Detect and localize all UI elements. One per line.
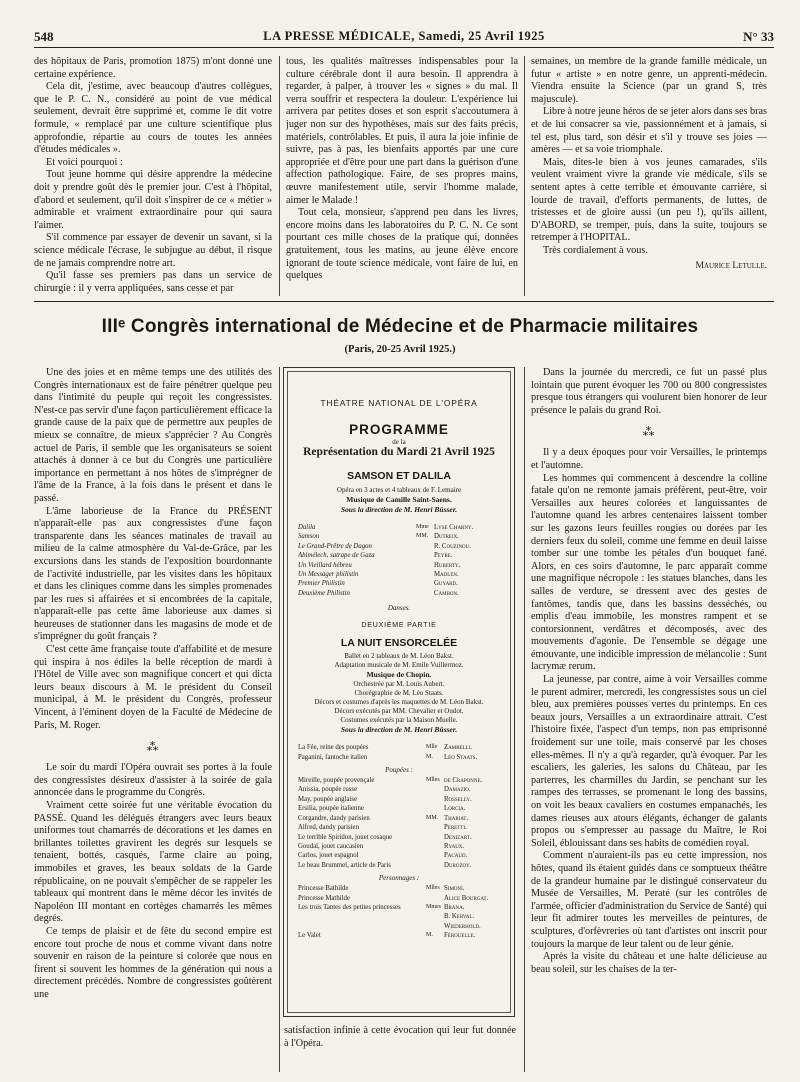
- cast-role: Alfred, dandy parisien: [298, 824, 359, 832]
- article-column-1: [34, 367, 272, 1072]
- article-title: IIIᵉ Congrès international de Médecine et de Pharmacie militaires: [101, 316, 699, 337]
- column-rule: [279, 367, 280, 1072]
- cast-role: Le Valet: [298, 932, 321, 940]
- cast-role: Paganini, fantoche italien: [298, 753, 368, 761]
- cast-title: [416, 561, 434, 570]
- cast-role: Deuxième Philistin: [298, 589, 350, 597]
- cast-row: [298, 851, 500, 860]
- paragraph: Qu'il fasse ses premiers pas dans un service de chirurgie : il y verra appliquées, sans cesse et par: [34, 270, 272, 294]
- cast-title: MM.: [416, 533, 429, 540]
- cast-row: [298, 523, 500, 532]
- paragraph: tous, les qualités maîtresses indispensables pour la culture cérébrale dont il aura besoin. Il apprendra à regarder, à palper, à trouver les « signes » du mal. Il verra souffrir et respectera la douleur. L'expérience lui arrivera par petites doses et son esprit s'accoutumera à juger non sur des hypothèses, mais sur des faits précis, matériels, contrôlables. Et puis, il aura la joie infinie de suivre, pas à pas, les bienfaits apportés par une cure appropriée et d'être pour une part dans la guérison d'une affection pathologique. Faire, de ses propres mains, œuvre manifestement utile, servir l'homme malade, aimer le Malade !: [286, 56, 518, 206]
- letter-signature: Maurice Letulle.: [695, 260, 767, 271]
- second-part-heading: DEUXIÈME PARTIE: [361, 622, 437, 630]
- cast-title: [416, 542, 434, 551]
- cast-list-main: [298, 743, 500, 762]
- cast-role: Mireille, poupée provençale: [298, 777, 375, 785]
- opera-programme: [287, 371, 511, 1013]
- cast-artist: Denizart.: [444, 833, 472, 841]
- cast-row: [298, 532, 500, 541]
- column-rule: [524, 56, 525, 296]
- cast-artist: Huberty.: [434, 561, 461, 569]
- decors-exec-line: Décors exécutés par MM. Chevalier et Oudot.: [334, 707, 464, 716]
- cast-title: [426, 833, 444, 842]
- section-stars: ⁂: [642, 425, 656, 440]
- paragraph: Les hommes qui commencent à descendre la colline fatale qu'on ne remonte jamais préfèrent, peut-être, voir Versailles aux heures colorées et languissantes de l'automne quand les arbres centenaires laissent tomber sur les gazons leurs feuilles rougies ou dorées par les derniers feux du soleil, comme une femme en deuil laisse tomber sur une tombe les pétales d'un bouquet fané. Alors, en ces soirs d'automne, le parc apparaît comme une magnifique nécropole : les statues blanches, dans les salles de verdure, se dressent avec des gestes de fantômes, tandis que, dans les bassins desséchés, ou emplis d'eau immobile, les monstres rampent et se contorsionnent, verdâtres et décomposés, avec des mouvements d'agonie. De l'ensemble se dégage une émouvante, une indicible impression de mélancolie : Sunt lacrymæ rerum.: [531, 472, 767, 673]
- cast-role: Un Vieillard hébreu: [298, 561, 352, 569]
- cast-role: Princesse Mathilde: [298, 894, 350, 902]
- paragraph: La jeunesse, par contre, aime à voir Versailles comme le purent admirer, mercredi, les congressistes sous un ciel bleu, aux premières pousses vertes du printemps. En ces beaux jours, Versailles a un extraordinaire attrait. C'est l'histoire fixée, l'aspect d'un temps, non pas emprisonné froidement sur une toile, mais conservé par les choses elles-mêmes. Il n'y a qu'à regarder, qu'à évoquer. Par les escaliers, les galeries, les salons du Château, par les parterres, les charmilles du Jardin, se penchant sur les rampes des terrasses, se promenant le long des bassins, on voit les beaux cavaliers en costumes empanachés, les dames rieuses aux atours élégants, échanger de galants propos ou s'empresser au passage du Maître, le Roi Soleil, éblouissant dans ses habits de comédien royal.: [531, 674, 767, 849]
- cast-artist: Thariat.: [444, 814, 469, 822]
- cast-title: [426, 785, 444, 794]
- cast-artist: Guyard.: [434, 580, 458, 588]
- cast-role: Goudal, jouet caucasien: [298, 842, 364, 850]
- cast-title: Mme: [416, 524, 429, 530]
- cast-list-samson: [298, 523, 500, 598]
- cast-role: Ersilia, poupée italienne: [298, 805, 364, 813]
- article-column-3: [531, 367, 767, 1072]
- cast-title: MM.: [426, 814, 439, 821]
- cast-row: [298, 842, 500, 851]
- cast-row: [298, 814, 500, 823]
- paragraph: C'est cette âme française toute d'affabilité et de mesure qui inspira à nos édiles la belle réception de mardi à l'Hôtel de Ville avec son magnifique concert et qui dicta leurs beaux discours à M. le président du Conseil municipal, à M. le président du Congrès, professeur Vincent, à l'éminent doyen de la Faculté de Médecine de Paris, M. Roger.: [34, 644, 272, 731]
- column-rule: [279, 56, 280, 296]
- paragraph: des hôpitaux de Paris, promotion 1875) m'ont donné une certaine expérience.: [34, 56, 272, 80]
- cast-row: [298, 894, 500, 903]
- cast-row: [298, 542, 500, 551]
- cast-title: Mlles: [426, 777, 440, 784]
- cast-role: Le terrible Spiridon, jouet cosaque: [298, 833, 393, 841]
- paragraph: L'âme laborieuse de la France du PRÉSENT n'apparaît-elle pas aux congressistes d'une façon transparente dans les séances matinales de travail au milieu de la calme atmosphère du Val-de-Grâce, par les excursions dans les stands de l'exposition bourdonnante de l'activité industrielle, par les visites dans les hôpitaux et dans les cliniques comme dans les simples promenades par les rues si affairées et si encombrées de la capitale, n'apparaît-elle pas cette âme laborieuse aux dames si heureuses de stationner dans les magasins de mode et de s'imprégner du goût français ?: [34, 505, 272, 643]
- paragraph: Et voici pourquoi :: [46, 156, 123, 168]
- work-title-samson: SAMSON ET DALILA: [347, 470, 451, 482]
- dances-line: Danses.: [387, 604, 411, 613]
- libretto-line: Opéra en 3 actes et 4 tableaux de F. Lemaire: [336, 486, 462, 494]
- cast-role: Anissia, poupée russe: [298, 786, 358, 794]
- cast-title: [426, 922, 444, 931]
- cast-row: [298, 912, 500, 921]
- orchestration-line: Orchestrée par M. Louis Aubert.: [353, 680, 445, 689]
- cast-role: Abimélech, satrape de Gaza: [298, 552, 375, 560]
- cast-row: [298, 785, 500, 794]
- cast-artist: Pacaud.: [444, 852, 468, 860]
- music-line: Musique de Chopin.: [366, 670, 432, 680]
- paragraph: Mais, dites-le bien à vos jeunes camarades, s'ils veulent vraiment vivre la grande vie médicale, s'ils se sentent aptes à cette terrible et émouvante carrière, si lourde de travail, d'efforts permanents, de luttes, de tristesses et de gloire aussi (un peu !), qu'ils aillent, D'ABORD, se tremper, puis, dans la suite, toujours se retremper à l'HOPITAL.: [531, 156, 767, 244]
- cast-title: Mlle: [426, 744, 438, 751]
- section-divider: [34, 301, 774, 302]
- paragraph: Une des joies et en même temps une des utilités des Congrès internationaux est de faire pénétrer quelque peu dans l'intimité du peuple qui reçoit les congressistes. N'est-ce pas servir d'une façon particulièrement efficace la grande cause de la paix que de permettre aux peuples de mieux se connaître, de mieux s'apprécier ? Au Congrès actuel de Paris, il semble que les organisateurs se soient attachés à donner à ce but du Congrès une particulière importance en permettant à nos hôtes de s'imprégner de l'âme de la France, à la fois dans le présent et dans le passé.: [34, 367, 272, 504]
- paragraph: semaines, un membre de la grande famille médicale, un futur « artiste » en notre genre, un apprenti-médecin. Viendra ensuite la Science (par un grand S, très majuscule).: [531, 56, 767, 105]
- cast-role: Un Messager philistin: [298, 571, 359, 579]
- cast-row: [298, 589, 500, 598]
- cast-role: [298, 912, 426, 921]
- paragraph: Cela dit, j'estime, avec beaucoup d'autres collègues, que le P. C. N., considéré au point de vue médical seulement, devrait être supprimé et, comme le dit votre formule, « remplacé par une culture scientifique plus approfondie, répartie au cours de toutes les années d'études médicales ».: [34, 81, 272, 156]
- cast-artist: de Craponne.: [444, 777, 483, 785]
- cast-row: [298, 753, 500, 762]
- article-subtitle: (Paris, 20-25 Avril 1925.): [344, 344, 456, 355]
- cast-artist: Madlen.: [434, 571, 459, 579]
- cast-title: [426, 823, 444, 832]
- direction-line: Sous la direction de M. Henri Büsser.: [340, 505, 458, 514]
- cast-title: [426, 795, 444, 804]
- choreography-line: Chorégraphie de M. Léo Staats.: [354, 689, 444, 698]
- music-line: Musique de Camille Saint-Saens.: [346, 495, 452, 504]
- programme-representation: Représentation du Mardi 21 Avril 1925: [303, 446, 495, 458]
- cast-row: [298, 570, 500, 579]
- cast-role: Premier Philistin: [298, 580, 345, 588]
- programme-theatre: THÉATRE NATIONAL DE L'OPÉRA: [320, 398, 478, 408]
- cast-artist: Rosselly.: [444, 795, 472, 803]
- cast-artist: Cambon.: [434, 589, 459, 597]
- letter-column-2: [286, 56, 518, 306]
- cast-artist: Léo Staats.: [444, 753, 478, 761]
- cast-row: [298, 903, 500, 912]
- costumes-line: Costumes exécutés par la Maison Muelle.: [340, 716, 458, 725]
- paragraph: Tout cela, monsieur, s'apprend peu dans les livres, encore moins dans les laboratoires du P. C. N. Ce sont pourtant ces mille choses de la pratique qui, données gratuitement, tous les matins, au jeune élève encore ignorant de toute science médicale, vont faire de lui, en quelques: [286, 207, 518, 282]
- paragraph: Libre à notre jeune héros de se jeter alors dans ses bras et de lui consacrer sa vie, passionnément et à jamais, si tel est, plus tard, son désir et s'il y trouve ses joies — amères — et sa voie triomphale.: [531, 106, 767, 156]
- programme-de-la: de la: [392, 438, 406, 446]
- cast-row: [298, 561, 500, 570]
- cast-title: [416, 589, 434, 598]
- cast-artist: Brana.: [444, 903, 465, 911]
- paragraph: Ce temps de plaisir et de fête du second empire est encore tout proche de nous et comme vivant dans notre souvenir en raison de la peinture si colorée que nous en firent si souvent les hommes de la génération qui nous a directement précédés. Nombre de congressistes goûtèrent une: [34, 925, 272, 1000]
- cast-artist: Damazio.: [444, 786, 471, 794]
- cast-artist: Durozoy.: [444, 861, 472, 869]
- cast-title: [426, 861, 444, 870]
- cast-title: Mmes: [426, 903, 441, 910]
- paragraph: S'il commence par essayer de devenir un savant, si la science médicale l'écrase, le subjugue au début, il risque de ne jamais comprendre notre art.: [34, 232, 272, 269]
- cast-artist: Dutreix.: [434, 533, 459, 541]
- cast-artist: Zambelli.: [444, 744, 473, 752]
- paragraph: Le soir du mardi l'Opéra ouvrait ses portes à la foule des congressistes désireux d'assister à la soirée de gala annoncée dans le programme du Congrès.: [34, 762, 272, 799]
- cast-role: Carlos, jouet espagnol: [298, 852, 359, 860]
- cast-artist: Alice Bourgat.: [444, 894, 489, 902]
- cast-role: La Fée, reine des poupées: [298, 744, 369, 752]
- cast-title: Mlles: [426, 885, 440, 892]
- cast-role: Dalila: [298, 524, 316, 531]
- letter-column-1: [34, 56, 272, 306]
- cast-row: [298, 884, 500, 893]
- cast-artist: Lorcia.: [444, 805, 466, 813]
- cast-row: [298, 922, 500, 931]
- article-column-2-tail: [284, 1025, 516, 1075]
- cast-role: Samson: [298, 533, 320, 541]
- column-rule: [524, 367, 525, 1072]
- cast-row: [298, 823, 500, 832]
- cast-artist: Peyre.: [434, 552, 453, 560]
- cast-role: Princesse Bathilde: [298, 885, 349, 893]
- paragraph: Après la visite du château et une halte délicieuse au beau soleil, sur les chaises de la ter-: [531, 951, 767, 975]
- cast-row: [298, 931, 500, 940]
- cast-title: M.: [426, 932, 433, 939]
- letter-column-3: [531, 56, 767, 306]
- cast-title: [426, 842, 444, 851]
- programme-title: PROGRAMME: [349, 422, 449, 437]
- cast-row: [298, 743, 500, 752]
- cast-artist: R. Couzinou.: [434, 542, 471, 550]
- cast-role: [298, 922, 426, 931]
- opera-programme-box: [283, 367, 515, 1017]
- paragraph: satisfaction infinie à cette évocation qui leur fut donnée à l'Opéra.: [284, 1025, 516, 1049]
- paragraph: Vraiment cette soirée fut une véritable évocation du PASSÉ. Quand les délégués étrangers avec leurs beaux uniformes tout chamarrés de décorations et les dames en brillantes toilettes gravirent les degrés sur lesquels se tenaient, bottés, casqués, l'arme claire au poing, immobiles et graves, les beaux soldats de la Garde républicaine, on ne pouvait s'empêcher de se rappeler les tableaux qui montrent dans le même décor les invités de Napoléon III montant en cortèges chamarrés les mêmes degrés.: [34, 800, 272, 925]
- cast-list-characters: [298, 884, 500, 940]
- cast-artist: B. Kerval.: [444, 913, 475, 921]
- dolls-heading: Poupées :: [385, 766, 413, 775]
- cast-row: [298, 776, 500, 785]
- decors-line: Décors et costumes d'après les maquettes de M. Léon Bakst.: [314, 698, 484, 707]
- cast-title: [426, 912, 444, 921]
- adaptation-line: Adaptation musicale de M. Emile Vuillermoz.: [334, 661, 464, 670]
- ballet-line: Ballet en 2 tableaux de M. Léon Bakst.: [344, 652, 454, 661]
- cast-row: [298, 861, 500, 870]
- paragraph: Dans la journée du mercredi, ce fut un passé plus lointain que purent évoquer les 700 ou 800 congressistes presque tous étrangers qui voulurent bien honorer de leur présence le palais du grand Roi.: [531, 367, 767, 416]
- cast-row: [298, 804, 500, 813]
- paragraph: Il y a deux époques pour voir Versailles, le printemps et l'automne.: [531, 447, 767, 471]
- cast-role: May, poupée anglaise: [298, 795, 358, 803]
- cast-row: [298, 833, 500, 842]
- cast-artist: Simoni.: [444, 885, 465, 893]
- characters-heading: Personnages :: [378, 874, 420, 883]
- paragraph: Tout jeune homme qui désire apprendre la médecine doit y prendre goût dès le premier jour. C'est à l'hôpital, d'abord et seulement, qu'il doit s'inspirer de ce « métier » admirable et vraiment extraordinaire pour qui saura l'aimer.: [34, 169, 272, 231]
- journal-title: LA PRESSE MÉDICALE, Samedi, 25 Avril 1925: [263, 29, 545, 43]
- cast-role: Corgandre, dandy parisien: [298, 814, 370, 822]
- cast-title: [416, 579, 434, 588]
- cast-artist: Ryaux.: [444, 842, 465, 850]
- cast-artist: Peretti.: [444, 824, 467, 832]
- cast-artist: Férouelle.: [444, 932, 476, 940]
- cast-title: [426, 894, 444, 903]
- cast-row: [298, 579, 500, 588]
- issue-number: N° 33: [743, 29, 774, 44]
- cast-title: [426, 804, 444, 813]
- cast-row: [298, 551, 500, 560]
- cast-title: [416, 551, 434, 560]
- section-stars: ⁂: [146, 740, 160, 755]
- cast-title: [416, 570, 434, 579]
- page-header: [34, 28, 774, 48]
- direction-line: Sous la direction de M. Henri Büsser.: [340, 725, 458, 735]
- cast-role: Les trois Tantes des petites princesses: [298, 903, 401, 911]
- cast-artist: Lyse Charny.: [434, 524, 474, 531]
- cast-list-dolls: [298, 776, 500, 870]
- page-number: 548: [34, 29, 54, 44]
- cast-artist: Wiederhold.: [444, 922, 481, 930]
- cast-row: [298, 795, 500, 804]
- cast-title: [426, 851, 444, 860]
- cast-title: M.: [426, 753, 433, 760]
- paragraph: Comment n'auraient-ils pas eu cette impression, nos hôtes, quand ils étaient guidés dans ce somptueux théâtre de la grandeur humaine par le distingué conservateur du Musée de Versailles, M. Peraté (sur les contrôles de l'armée, officier d'administration du Service de Santé) qui leur fit admirer toutes les merveilles de peintures, de sculptures, d'orfèvreries où tant d'artistes ont inscrit pour toujours la marque de leur talent ou de leur génie.: [531, 850, 767, 950]
- cast-role: Le Grand-Prêtre de Dagon: [298, 542, 372, 550]
- work-title-nuit: LA NUIT ENSORCELÉE: [340, 637, 458, 650]
- cast-role: Le beau Brummel, article de Paris: [298, 861, 391, 869]
- paragraph: Très cordialement à vous.: [543, 244, 648, 256]
